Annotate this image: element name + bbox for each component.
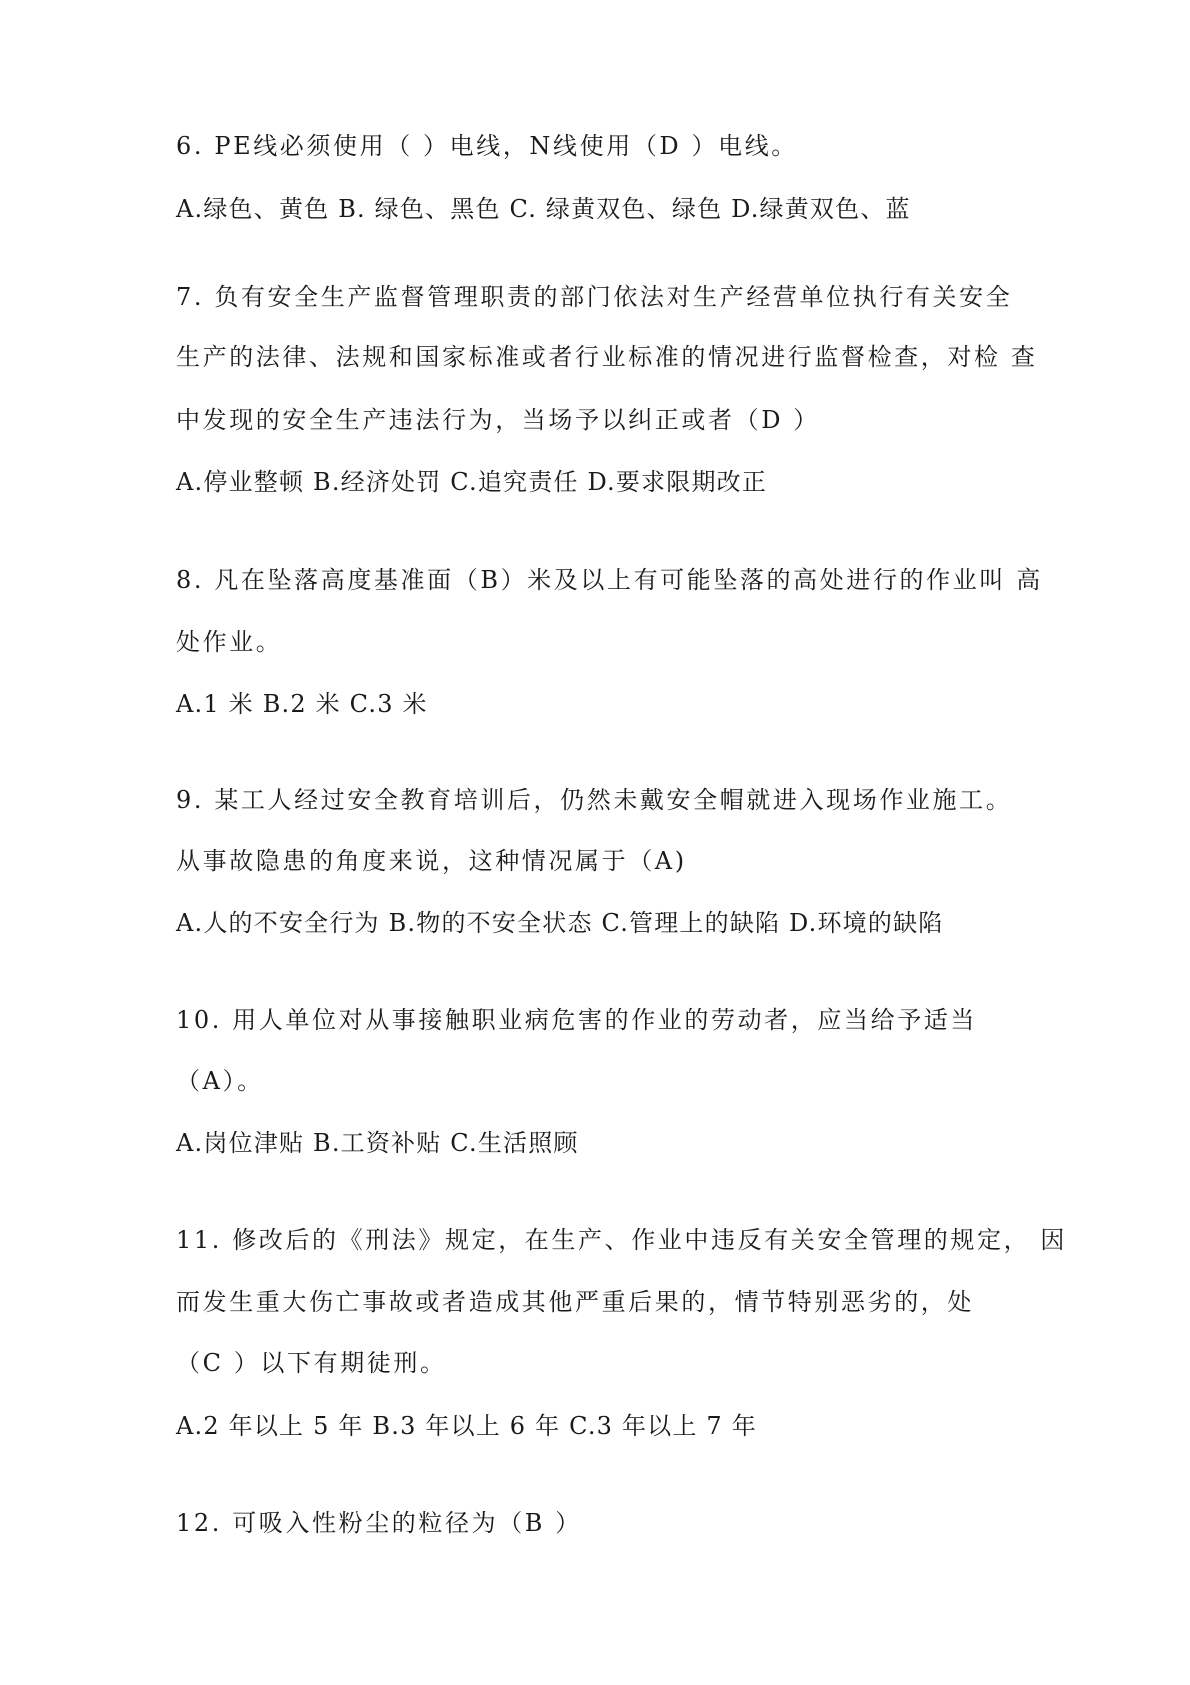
question-11-text-line-1: 11. 修改后的《刑法》规定，在生产、作业中违反有关安全管理的规定， 因 bbox=[176, 1226, 1068, 1254]
question-8-text-line-2: 处作业。 bbox=[176, 628, 283, 656]
question-11-text-line-3: （C ）以下有期徒刑。 bbox=[176, 1349, 447, 1377]
question-9-options: A.人的不安全行为 B.物的不安全状态 C.管理上的缺陷 D.环境的缺陷 bbox=[176, 909, 944, 937]
question-7-text-line-3: 中发现的安全生产违法行为，当场予以纠正或者（D ） bbox=[176, 406, 820, 434]
question-10-text-line-1: 10. 用人单位对从事接触职业病危害的作业的劳动者，应当给予适当 bbox=[176, 1006, 977, 1034]
question-7-text-line-2: 生产的法律、法规和国家标准或者行业标准的情况进行监督检查，对检 查 bbox=[176, 343, 1038, 371]
question-11-options: A.2 年以上 5 年 B.3 年以上 6 年 C.3 年以上 7 年 bbox=[176, 1412, 757, 1440]
question-10-text-line-2: （A）。 bbox=[176, 1067, 264, 1095]
question-12-text: 12. 可吸入性粉尘的粒径为（B ） bbox=[176, 1509, 582, 1537]
question-9-text-line-1: 9. 某工人经过安全教育培训后，仍然未戴安全帽就进入现场作业施工。 bbox=[176, 786, 1013, 814]
question-10-options: A.岗位津贴 B.工资补贴 C.生活照顾 bbox=[176, 1129, 579, 1157]
question-7-options: A.停业整顿 B.经济处罚 C.追究责任 D.要求限期改正 bbox=[176, 468, 768, 496]
question-7-text-line-1: 7. 负有安全生产监督管理职责的部门依法对生产经营单位执行有关安全 bbox=[176, 283, 1013, 311]
question-6-options: A.绿色、黄色 B. 绿色、黑色 C. 绿黄双色、绿色 D.绿黄双色、蓝 bbox=[176, 195, 911, 223]
question-8-options: A.1 米 B.2 米 C.3 米 bbox=[176, 690, 428, 718]
question-11-text-line-2: 而发生重大伤亡事故或者造成其他严重后果的，情节特别恶劣的，处 bbox=[176, 1288, 974, 1316]
question-9-text-line-2: 从事故隐患的角度来说，这种情况属于（A) bbox=[176, 847, 687, 875]
question-8-text-line-1: 8. 凡在坠落高度基准面（B）米及以上有可能坠落的高处进行的作业叫 高 bbox=[176, 566, 1043, 594]
question-6-text: 6. PE线必须使用（ ）电线，N线使用（D ）电线。 bbox=[176, 132, 798, 160]
